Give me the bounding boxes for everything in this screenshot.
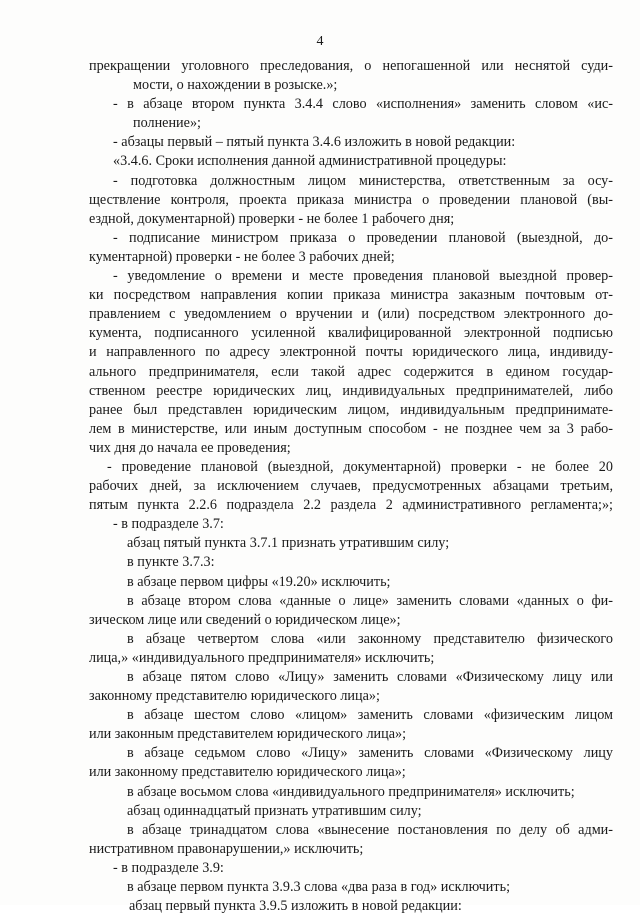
document-body [89,57,613,916]
text-line: ственном реестре юридических лиц, индивидуальных предпринимателей, либо [89,382,613,399]
text-line: ранее был представлен юридическим лицом, индивидуальным предпринимате- [89,401,613,418]
text-line: в абзаце первом цифры «19.20» исключить; [127,573,391,590]
text-line: ществление контроля, проекта приказа министра о проведении плановой (вы- [89,191,613,208]
text-line: абзац первый пункта 3.9.5 изложить в новой редакции: [129,898,462,915]
text-line: в абзаце первом пункта 3.9.3 слова «два раза в год» исключить; [127,879,511,896]
text-line: правлением с уведомлением о вручении и (или) посредством электронного до- [89,306,613,323]
text-line: - уведомление о времени и месте проведения плановой выездной провер- [113,268,613,285]
text-line: мости, о нахождении в розыске.»; [133,77,338,94]
text-line: полнение»; [133,115,201,132]
text-line: - подготовка должностным лицом министерства, ответственным за осу- [113,172,613,189]
text-line: лица,» «индивидуального предпринимателя» исключить; [89,649,435,666]
text-line: ального предпринимателя, если такой адрес содержится в едином государ- [89,363,613,380]
text-line: кумента, подписанного усиленной квалифицированной электронной подписью [89,325,613,342]
text-line: пятым пункта 2.2.6 подраздела 2.2 раздела 2 административного регламента;»; [89,497,613,514]
text-line: - в абзаце втором пункта 3.4.4 слово «исполнения» заменить словом «ис- [113,96,613,113]
page-number: 4 [316,34,324,49]
text-line: «3.4.6. Сроки исполнения данной административной процедуры: [113,153,507,170]
text-line: ездной, документарной) проверки - не более 1 рабочего дня; [89,210,455,227]
text-line: рабочих дней, за исключением случаев, предусмотренных абзацами третьим, [89,478,613,495]
text-line: ки посредством направления копии приказа министра заказным почтовым от- [89,287,613,304]
text-line: и направленного по адресу электронной почты юридического лица, индивиду- [89,344,613,361]
text-line: или законным представителем юридического лица»; [89,726,407,743]
text-line: в абзаце пятом слово «Лицу» заменить словами «Физическому лицу или [127,669,613,685]
text-line: абзац пятый пункта 3.7.1 признать утратившим силу; [127,535,450,552]
text-line: - абзацы первый – пятый пункта 3.4.6 изложить в новой редакции: [113,134,516,151]
text-line: в пункте 3.7.3: [127,554,215,571]
text-line: - в подразделе 3.7: [113,516,224,533]
text-line: - проведение плановой (выездной, документарной) проверки - не более 20 [107,458,613,475]
text-line: в абзаце седьмом слово «Лицу» заменить словами «Физическому лицу [127,745,613,762]
text-line: нистративном правонарушении,» исключить; [89,840,364,857]
text-line: в абзаце четвертом слова «или законному представителю физического [127,630,613,647]
text-line: - в подразделе 3.9: [113,859,224,876]
text-line: абзац одиннадцатый признать утратившим силу; [127,802,422,819]
text-line: чих дня до начала ее проведения; [89,439,291,456]
text-line: зическом лице или сведений о юридическом лице»; [89,611,401,628]
text-line: законному представителю юридического лица»; [89,688,380,705]
text-line: прекращении уголовного преследования, о непогашенной или неснятой суди- [89,58,613,74]
text-line: кументарной) проверки - не более 3 рабочих дней; [89,248,395,265]
text-line: в абзаце втором слова «данные о лице» заменить словами «данных о фи- [127,592,613,609]
text-line: - подписание министром приказа о проведении плановой (выездной, до- [113,229,613,246]
text-line: в абзаце шестом слово «лицом» заменить словами «физическим лицом [127,707,613,724]
text-line: в абзаце восьмом слова «индивидуального предпринимателя» исключить; [127,783,575,800]
text-line: лем в министерстве, или иным доступным способом - не позднее чем за 3 рабо- [89,420,613,437]
text-line: в абзаце тринадцатом слова «вынесение постановления по делу об адми- [127,821,613,838]
text-line: или законному представителю юридического лица»; [89,764,406,781]
